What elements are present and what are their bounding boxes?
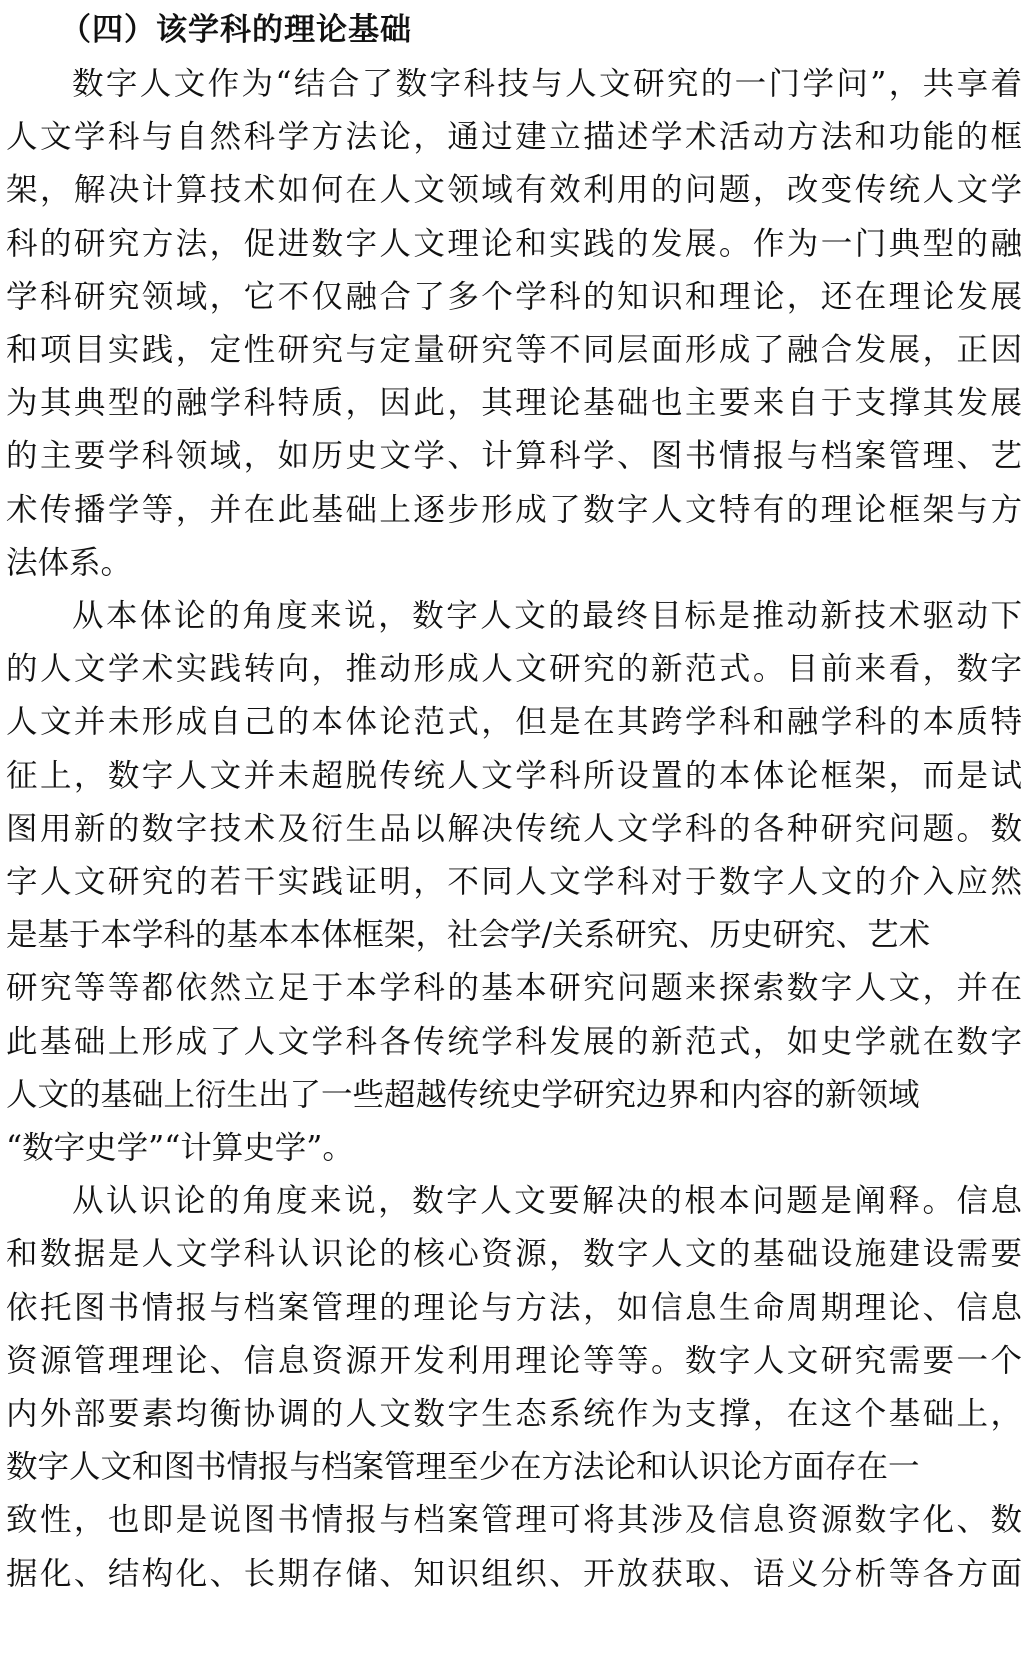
text-line: “数字史学”“计算史学”。 [6,1130,354,1166]
text-line: 据化、结构化、长期存储、知识组织、开放获取、语义分析等各方面 [6,1555,1022,1592]
text-line: 的人文学术实践转向，推动形成人文研究的新范式。目前来看，数字 [6,651,1022,688]
text-line: 和数据是人文学科认识论的核心资源，数字人文的基础设施建设需要 [6,1236,1022,1273]
text-line: 图用新的数字技术及衍生品以解决传统人文学科的各种研究问题。数 [6,810,1022,847]
text-line: 为其典型的融学科特质，因此，其理论基础也主要来自于支撑其发展 [6,385,1022,422]
text-line: 人文学科与自然科学方法论，通过建立描述学术活动方法和功能的框 [6,119,1022,156]
text-line: 内外部要素均衡协调的人文数字生态系统作为支撑，在这个基础上， [6,1396,1022,1432]
text-line: 架，解决计算技术如何在人文领域有效利用的问题，改变传统人文学 [6,172,1022,209]
text-line: 致性，也即是说图书情报与档案管理可将其涉及信息资源数字化、数 [6,1502,1022,1539]
text-line: 和项目实践，定性研究与定量研究等不同层面形成了融合发展，正因 [6,332,1022,368]
text-line: 人文并未形成自己的本体论范式，但是在其跨学科和融学科的本质特 [6,704,1022,741]
text-line: 征上，数字人文并未超脱传统人文学科所设置的本体论框架，而是试 [6,757,1022,794]
text-line: 人文的基础上衍生出了一些超越传统史学研究边界和内容的新领域 [6,1076,920,1113]
text-line: 依托图书情报与档案管理的理论与方法，如信息生命周期理论、信息 [6,1289,1022,1326]
text-line: 资源管理理论、信息资源开发利用理论等等。数字人文研究需要一个 [6,1342,1022,1379]
text-line: 字人文研究的若干实践证明，不同人文学科对于数字人文的介入应然 [6,864,1022,900]
text-line: 研究等等都依然立足于本学科的基本研究问题来探索数字人文，并在 [6,970,1022,1007]
text-line: 数字人文作为“结合了数字科技与人文研究的一门学问”，共享着 [72,66,1022,102]
text-line: 数字人文和图书情报与档案管理至少在方法论和认识论方面存在一 [6,1449,920,1486]
text-line: 术传播学等，并在此基础上逐步形成了数字人文特有的理论框架与方 [6,491,1022,528]
text-line: 的主要学科领域，如历史文学、计算科学、图书情报与档案管理、艺 [6,438,1022,475]
text-line: 此基础上形成了人文学科各传统学科发展的新范式，如史学就在数字 [6,1023,1022,1060]
text-line: 是基于本学科的基本本体框架，社会学/关系研究、历史研究、艺术 [6,917,931,954]
text-line: 从认识论的角度来说，数字人文要解决的根本问题是阐释。信息 [72,1183,1022,1220]
section-heading: （四）该学科的理论基础 [60,12,412,48]
text-line: 从本体论的角度来说，数字人文的最终目标是推动新技术驱动下 [72,598,1022,634]
text-line: 科的研究方法，促进数字人文理论和实践的发展。作为一门典型的融 [6,225,1022,262]
text-line: 法体系。 [6,544,133,581]
text-line: 学科研究领域，它不仅融合了多个学科的知识和理论，还在理论发展 [6,278,1022,315]
